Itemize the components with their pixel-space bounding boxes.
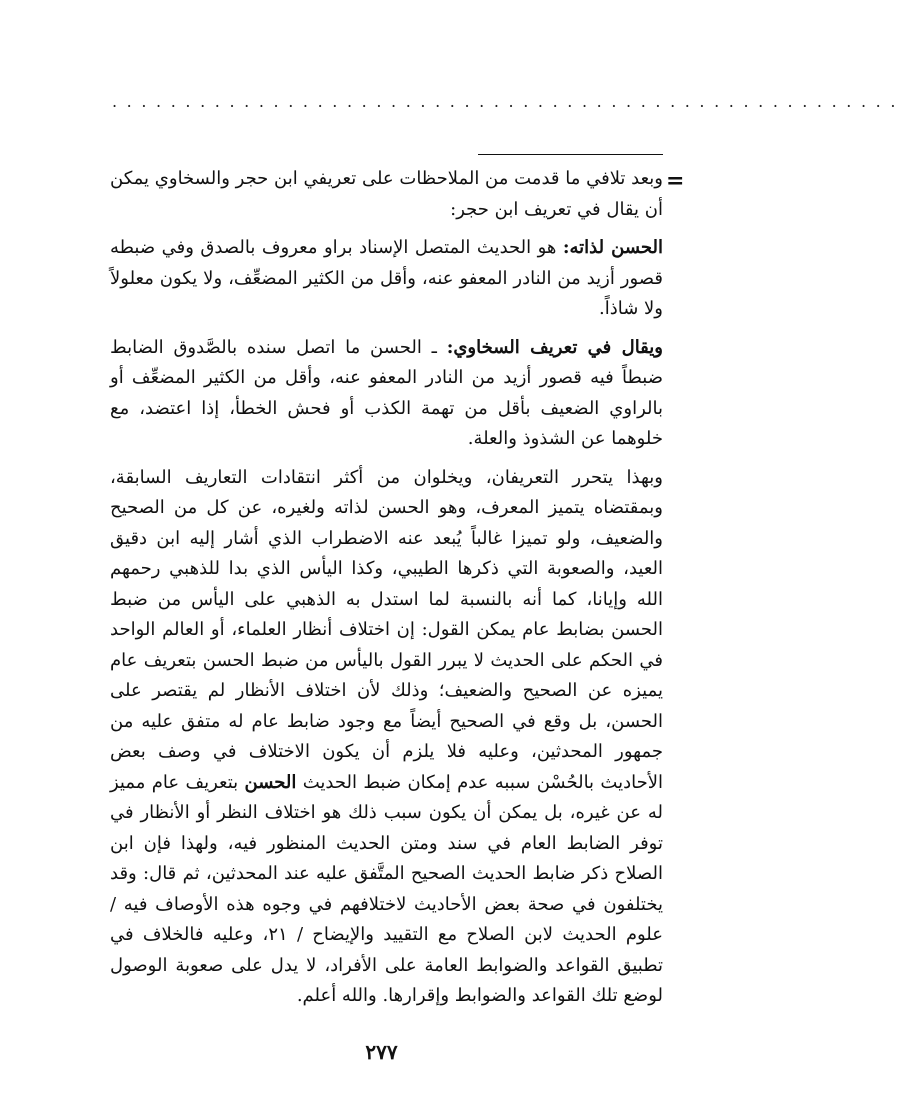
paragraph-intro: وبعد تلافي ما قدمت من الملاحظات على تعريفي ابن حجر والسخاوي يمكن أن يقال في تعريف ابن حجر: — [110, 168, 663, 220]
discussion-text-a: وبهذا يتحرر التعريفان، ويخلوان من أكثر انتقادات التعاريف السابقة، وبمقتضاه يتميز المعرف، وهو الحسن لذاته ولغيره، عن كل من الصحيح والضعيف، ولو تميزا غالباً يُبعد عنه الاضطراب الذي أشار إليه ابن دقيق العيد، والصعوبة التي ذكرها الطيبي، وكذا اليأس الذي بدا للذهبي رحمهم الله وإيانا، كما أنه بالنسبة لما استدل به الذهبي على اليأس من ضبط الحسن بضابط عام يمكن القول: إن اختلاف أنظار العلماء، أو العالم الواحد في الحكم على الحديث لا يبرر القول باليأس من ضبط الحسن بتعريف عام يميزه عن الصحيح والضعيف؛ وذلك لأن اختلاف الأنظار لم يقتصر على الحسن، بل وقع في الصحيح أيضاً مع وجود ضابط عام له متفق عليه من جمهور المحدثين، وعليه فلا يلزم أن يكون الاختلاف في وصف بعض الأحاديث بالحُسْن سببه عدم إمكان ضبط الحديث — [110, 466, 663, 793]
paragraph-discussion — [110, 463, 663, 1012]
discussion-bold-word: الحسن — [244, 771, 297, 793]
paragraph-hasan-lidhatihi — [110, 233, 663, 325]
paragraph-sakhawi-definition — [110, 333, 663, 455]
page-number: ٢٧٧ — [365, 1040, 398, 1064]
definition-label: ويقال في تعريف السخاوي: — [446, 336, 663, 358]
discussion-text-b: بتعريف عام مميز له عن غيره، بل يمكن أن يكون سبب ذلك هو اختلاف النظر أو الأنظار في توفر الضابط العام في سند ومتن الحديث المنظور فيه، ولهذا فإن ابن الصلاح ذكر ضابط الحديث الصحيح المتَّفق عليه عند المحدثين، ثم قال: وقد يختلفون في صحة بعض الأحاديث لاختلافهم في وجوه هذه الأوصاف فيه / علوم الحديث لابن الصلاح مع التقييد والإيضاح / ٢١، وعليه فالخلاف في تطبيق القواعد والضوابط العامة على الأفراد، لا يدل على صعوبة الوصول لوضع تلك القواعد والضوابط وإقرارها. والله أعلم. — [110, 771, 664, 1006]
definition-label: الحسن لذاته: — [562, 237, 664, 258]
definition-text: ـ الحسن ما اتصل سنده بالصَّدوق الضابط ضبطاً فيه قصور أزيد من النادر المعفو عنه، وأقل من الكثير المضعِّف أو بالراوي الضعيف بأقل من تهمة الكذب أو فحش الخطأ، إذا اعتضد، مع خلوهما عن الشذوذ والعلة. — [110, 336, 663, 449]
footnote-marker: = — [666, 168, 685, 194]
footnote-rule — [478, 154, 663, 155]
definition-text: هو الحديث المتصل الإسناد براو معروف بالصدق وفي ضبطه قصور أزيد من النادر المعفو عنه، وأقل من الكثير المضعِّف، ولا يكون معلولاً ولا شاذاً. — [110, 237, 663, 319]
dotted-separator: ...................................................... — [112, 92, 905, 111]
page-body — [110, 164, 663, 1012]
